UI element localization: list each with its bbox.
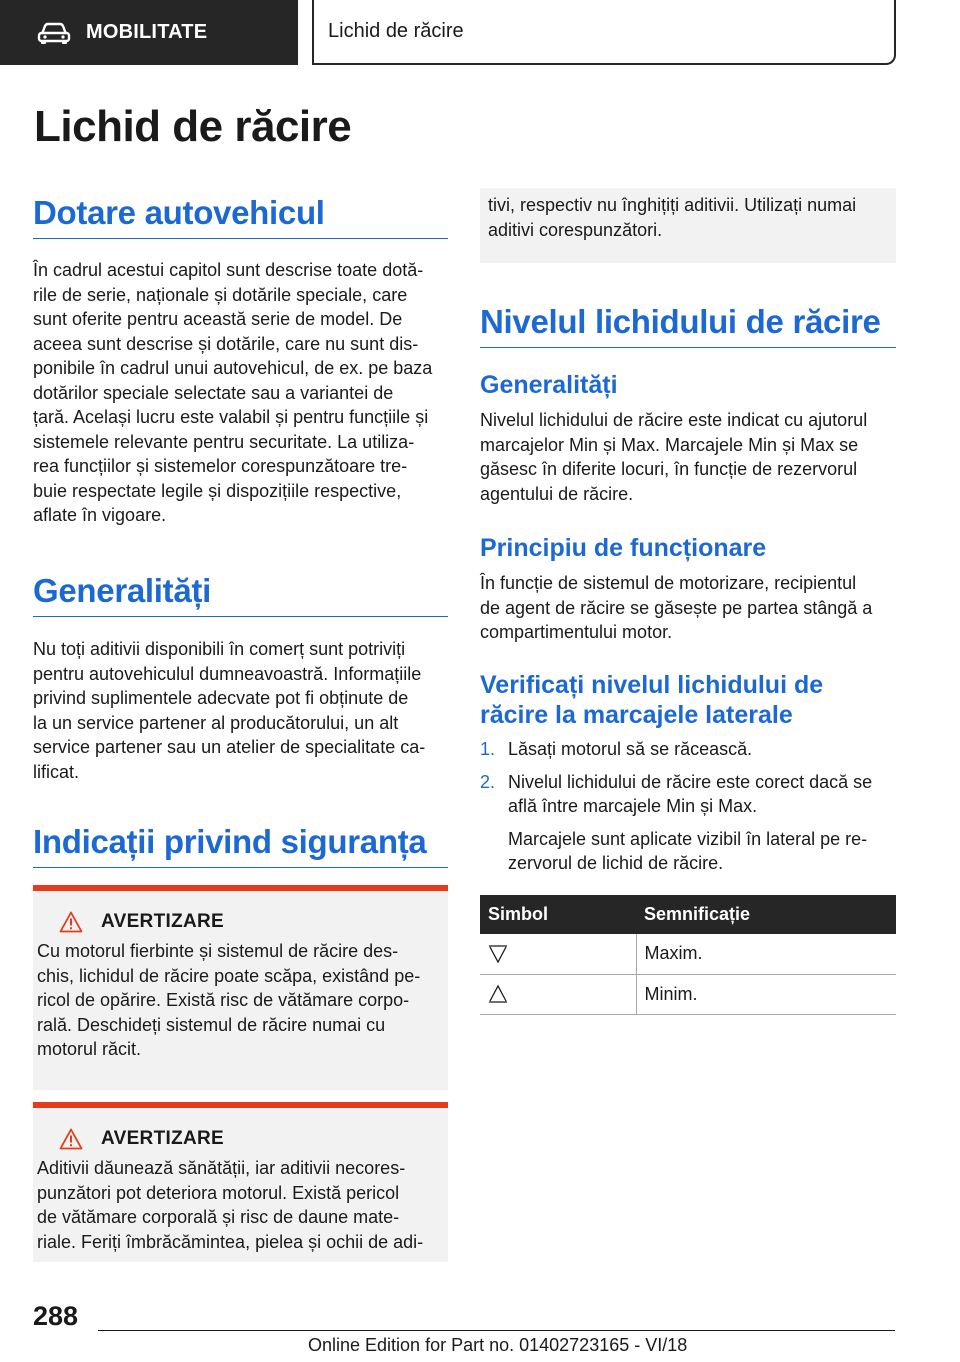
general-paragraph: Nu toți aditivii disponibili în comerț sunt potriviți pentru autovehiculul dumneavoastră. Informațiile privind suplimentele adecvate pot fi obținute de la un service partener al producătorului, un alt service partener sau un atelier de specialitate ca‐ lificat. xyxy=(33,639,426,782)
heading-principle: Principiu de funcționare xyxy=(480,534,767,562)
max-mark-icon xyxy=(488,944,508,964)
chapter-label: Lichid de răcire xyxy=(328,20,464,42)
heading-general-right: Generalități xyxy=(480,371,618,399)
warning-triangle-icon xyxy=(59,911,83,933)
general-right-paragraph: Nivelul lichidului de răcire este indicat cu ajutorul marcajelor Min și Max. Marcajele Min și Max se găsesc în diferite locuri, în funcție de rezervorul agentului de răcire. xyxy=(480,410,868,504)
heading-general: Generalități xyxy=(33,572,448,617)
table-row xyxy=(480,974,896,1014)
page-title: Lichid de răcire xyxy=(34,102,352,151)
warning-box xyxy=(33,1102,448,1262)
heading-safety: Indicații privind siguranța xyxy=(33,823,448,868)
heading-check-level: Verificați nivelul lichidului de răcire la marcajele laterale xyxy=(480,671,824,729)
list-item: 1. Lăsați motorul să se răcească. xyxy=(480,739,753,759)
heading-coolant-level: Nivelul lichidului de răcire xyxy=(480,303,896,348)
warning-box xyxy=(33,885,448,1090)
section-header xyxy=(0,0,298,65)
chapter-tab xyxy=(312,0,896,65)
footer-divider xyxy=(98,1330,895,1331)
warning-text: Cu motorul fierbinte și sistemul de răcire des‐ chis, lichidul de răcire poate scăpa, existând pe‐ ricol de opărire. Există risc de vătămare corpo‐ rală. Deschideți sistemul de răcire numai cu motorul răcit. xyxy=(37,941,421,1059)
warning-title: AVERTIZARE xyxy=(101,911,224,932)
footer-edition: Online Edition for Part no. 01402723165 - VI/18 xyxy=(308,1335,688,1355)
symbol-table xyxy=(480,895,896,1015)
steps-list xyxy=(480,737,896,884)
meaning-cell: Maxim. xyxy=(636,934,896,974)
warning-triangle-icon xyxy=(59,1128,83,1150)
table-row xyxy=(480,934,896,974)
warning-text: Aditivii dăunează sănătății, iar aditivii necores‐ punzători pot deteriora motorul. Există pericol de vătămare corporală și risc de daune mate‐ riale. Feriți îmbrăcămintea, pielea și ochii de adi‐ xyxy=(37,1158,424,1252)
table-header-row xyxy=(480,895,896,934)
heading-equipment: Dotare autovehicul xyxy=(33,194,448,239)
equipment-paragraph: În cadrul acestui capitol sunt descrise toate dotă‐ rile de serie, naționale și dotările speciale, care sunt oferite pentru această serie de model. De aceea sunt descrise și dotările, care nu sunt dis‐ ponibile în cadrul unui autovehicul, de ex. pe baza dotărilor speciale selectate sau a variantei de țară. Același lucru este valabil și pentru funcțiile și sistemele relevante pentru securitate. La utiliza‐ rea funcțiilor și sistemelor corespunzătoare tre‐ buie respectate legile și dispozițiile respective, aflate în vigoare. xyxy=(33,260,433,525)
car-icon xyxy=(36,21,72,45)
list-item: 2. Nivelul lichidului de răcire este corect dacă se află între marcajele Min și Max. Marcajele sunt aplicate vizibil în lateral pe re‐ zervorul de lichid de răcire. xyxy=(480,771,873,873)
warning-title: AVERTIZARE xyxy=(101,1128,224,1149)
column-header-symbol: Simbol xyxy=(480,895,636,934)
page-number: 288 xyxy=(33,1301,79,1331)
warning-continuation: tivi, respectiv nu înghițiți aditivii. Utilizați numai aditivi corespunzători. xyxy=(480,188,896,263)
column-header-meaning: Semnificație xyxy=(636,895,896,934)
meaning-cell: Minim. xyxy=(636,974,896,1014)
section-label: MOBILITATE xyxy=(86,21,208,43)
min-mark-icon xyxy=(488,984,508,1004)
principle-paragraph: În funcție de sistemul de motorizare, recipientul de agent de răcire se găsește pe partea stângă a compartimentului motor. xyxy=(480,573,873,642)
